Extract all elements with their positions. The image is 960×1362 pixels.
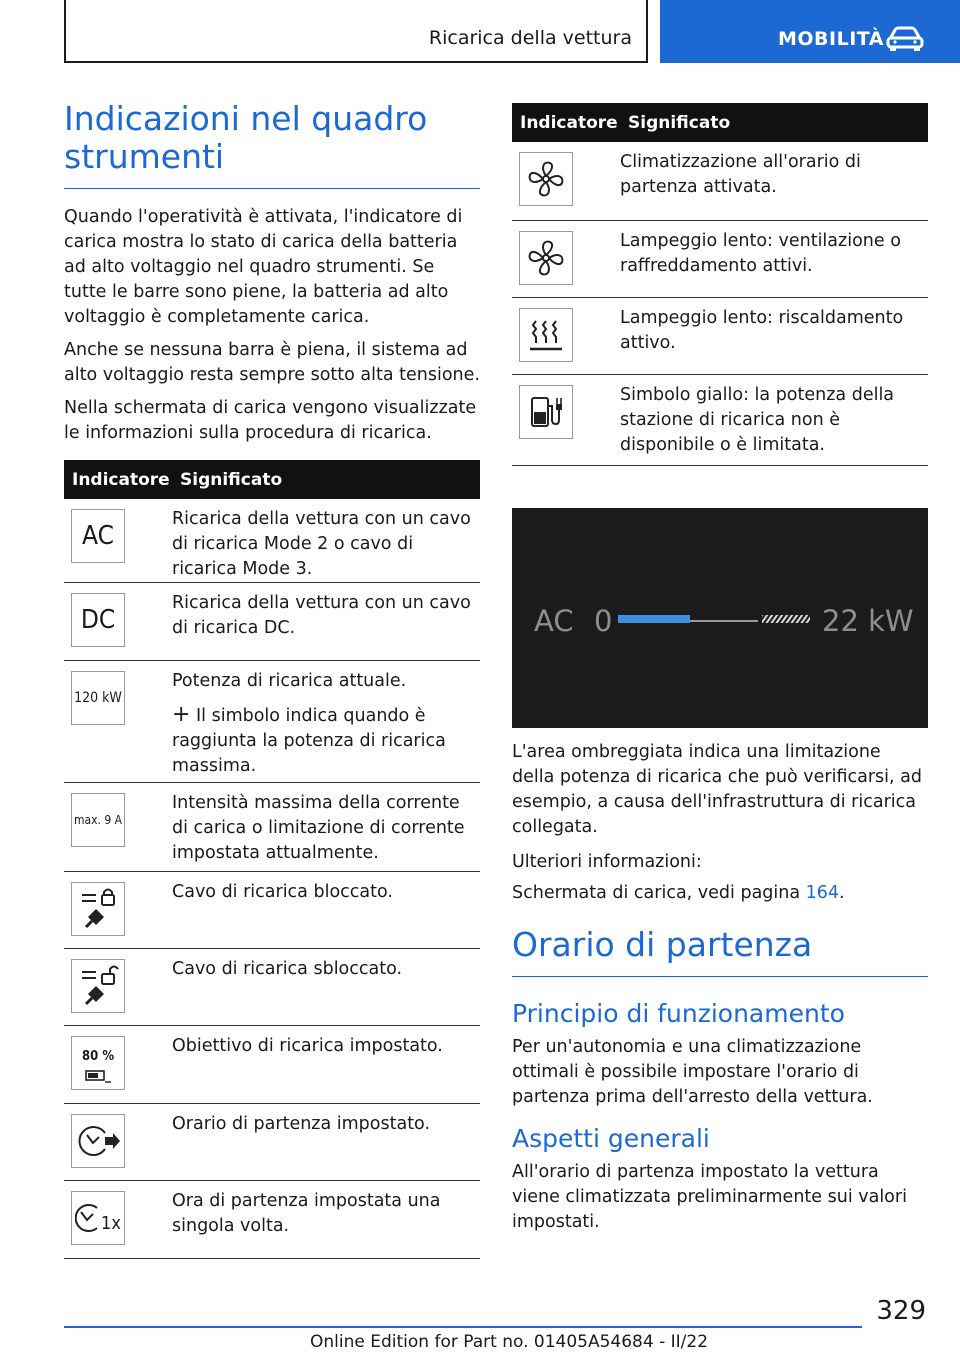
paragraph-principle: Per un'autonomia e una climatizzazione ottimali è possibile impostare l'orario di partenza prima dell'arresto della vettura. (512, 1036, 873, 1107)
row-text: Cavo di ricarica bloccato. (172, 882, 393, 902)
subtitle-general: Aspetti generali (512, 1123, 710, 1153)
header-chapter-tab (660, 0, 960, 63)
row-note: + Il simbolo indica quando è raggiunta la potenza di ricarica massima. (172, 702, 446, 776)
row-text: Climatizzazione all'orario di partenza attivata. (620, 152, 861, 197)
section-title-instrument-cluster: Indicazioni nel quadro strumenti (64, 100, 480, 189)
header-section-title: Ricarica della vettura (428, 27, 632, 49)
fan-icon (519, 152, 573, 206)
subtitle-principle: Principio di funzionamento (512, 998, 845, 1028)
footer-edition: Online Edition for Part no. 01405A54684 - II/22 (310, 1332, 709, 1352)
table-row (64, 872, 480, 949)
row-text: Cavo di ricarica sbloccato. (172, 959, 403, 979)
row-text: Ora di partenza impostata una singola volta. (172, 1191, 441, 1236)
table-row (64, 949, 480, 1026)
row-text: Lampeggio lento: ventilazione o raffreddamento attivi. (620, 230, 901, 276)
dc-icon: DC (71, 593, 125, 647)
indicator-table-left (64, 460, 480, 1259)
fan-icon (519, 231, 573, 285)
row-text: Ricarica della vettura con un cavo di ricarica Mode 2 o cavo di ricarica Mode 3. (172, 509, 471, 579)
paragraph-charge-screen: Nella schermata di carica vengono visualizzate le informazioni sulla procedura di ricarica. (64, 398, 477, 443)
table-row (64, 583, 480, 661)
header-chapter-title: MOBILITÀ (778, 28, 884, 50)
display-caption: L'area ombreggiata indica una limitazione della potenza di ricarica che può verificarsi, ad esempio, a causa dell'infrastruttura di ricarica collegata. (512, 741, 922, 837)
page-link[interactable]: 164 (805, 882, 840, 903)
table-row (64, 499, 480, 583)
table-row (64, 661, 480, 783)
paragraph-intro: Quando l'operatività è attivata, l'indicatore di carica mostra lo stato di carica della batteria ad alto voltaggio nel quadro strumenti. Se tutte le barre sono piene, la batteria ad alto voltaggio è completamente carica. (64, 207, 463, 327)
page-reference: Schermata di carica, vedi pagina 164. (512, 882, 845, 903)
row-text: Lampeggio lento: riscaldamento attivo. (620, 307, 904, 353)
display-min-label: 0 (594, 603, 613, 638)
row-text: Orario di partenza impostato. (172, 1114, 431, 1134)
header-section-box (64, 0, 648, 63)
table-header-indicator: Indicatore (64, 460, 172, 499)
left-column (64, 100, 480, 1259)
max-current-icon: max. 9 A (71, 793, 125, 847)
more-info-label: Ulteriori informazioni: (512, 851, 702, 872)
row-text: Simbolo giallo: la potenza della stazione di ricarica non è disponibile o è limitata. (620, 384, 895, 455)
display-max-label: 22 kW (822, 603, 914, 638)
plus-icon: + (172, 702, 191, 727)
table-row (512, 220, 928, 297)
table-header-indicator: Indicatore (512, 103, 620, 142)
heat-icon (519, 308, 573, 362)
row-text: Obiettivo di ricarica impostato. (172, 1036, 443, 1056)
row-text: Potenza di ricarica attuale. (172, 671, 407, 691)
charge-power-fill (618, 615, 690, 623)
table-row (512, 374, 928, 465)
display-ac-label: AC (534, 603, 574, 638)
table-row (64, 1026, 480, 1104)
plug-locked-icon (71, 882, 125, 936)
table-row (512, 297, 928, 374)
paragraph-high-voltage: Anche se nessuna barra è piena, il sistema ad alto voltaggio resta sempre sotto alta tensione. (64, 340, 480, 385)
charge-power-bar (618, 612, 818, 626)
footer-divider (64, 1326, 862, 1328)
table-row (512, 142, 928, 220)
ac-icon: AC (71, 509, 125, 563)
power-limit-hatch (762, 615, 810, 623)
table-row (64, 1104, 480, 1181)
section-title-departure: Orario di partenza (512, 926, 928, 977)
charging-station-icon (519, 385, 573, 439)
right-column (512, 103, 928, 1235)
table-header-meaning: Significato (172, 460, 480, 499)
table-row (64, 783, 480, 872)
plug-unlocked-icon (71, 959, 125, 1013)
charging-display-image (512, 508, 928, 728)
row-text: Intensità massima della corrente di carica o limitazione di corrente impostata attualmente. (172, 793, 465, 863)
clock-arrow-icon (71, 1114, 125, 1168)
single-departure-icon: 1x (71, 1191, 125, 1245)
car-icon (886, 26, 924, 52)
table-row (64, 1181, 480, 1259)
paragraph-general: All'orario di partenza impostato la vettura viene climatizzata preliminarmente sui valori impostati. (512, 1161, 907, 1232)
table-header-meaning: Significato (620, 103, 928, 142)
row-text: Ricarica della vettura con un cavo di ricarica DC. (172, 593, 471, 638)
indicator-table-right (512, 103, 928, 466)
power-kw-icon: 120 kW (71, 671, 125, 725)
page-number: 329 (876, 1296, 926, 1326)
charge-target-icon: 80 % (71, 1036, 125, 1090)
